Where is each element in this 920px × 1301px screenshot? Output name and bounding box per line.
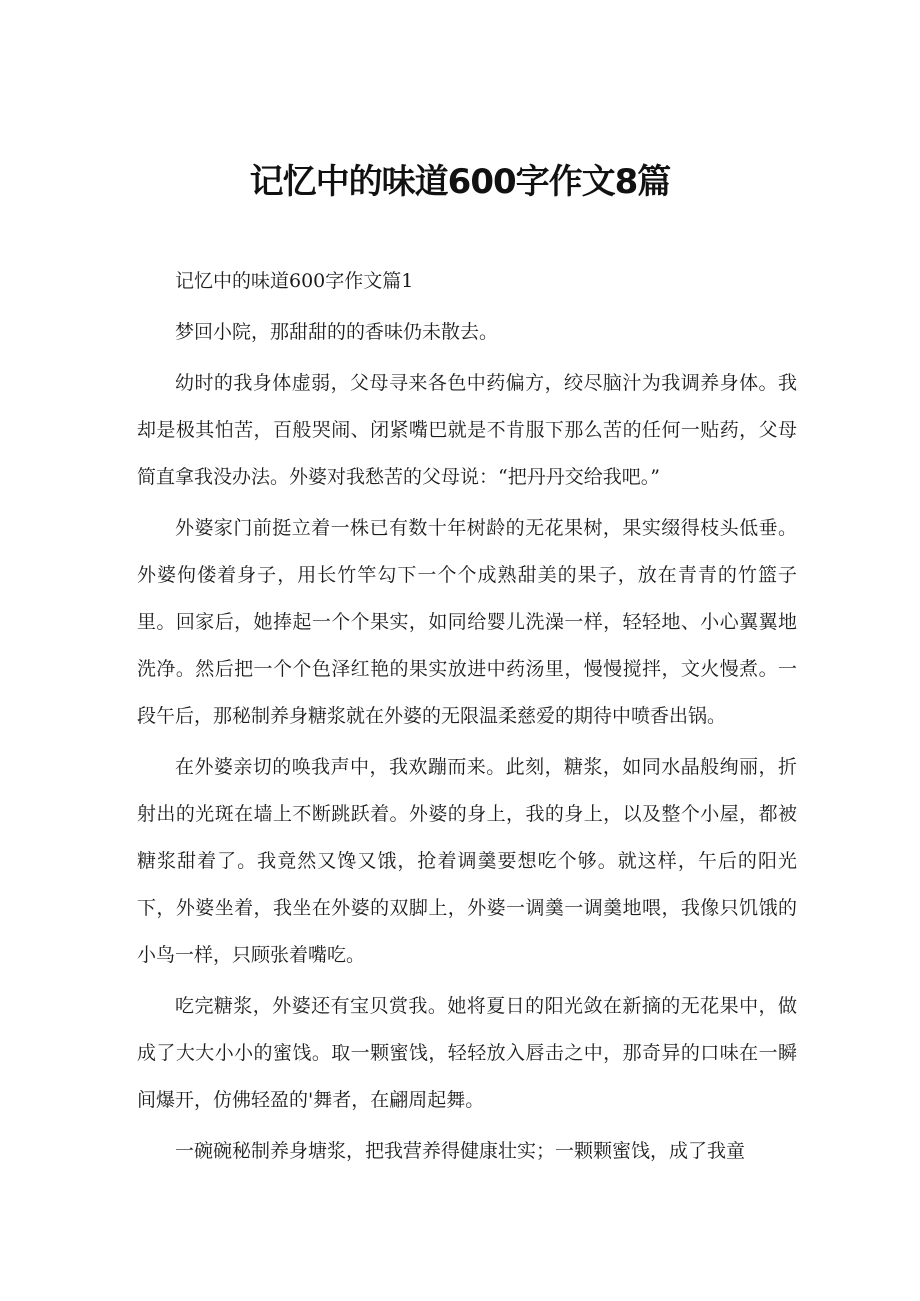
document-title: 记忆中的味道600字作文8篇 xyxy=(249,162,671,202)
paragraph: 梦回小院，那甜甜的的香味仍未散去。 xyxy=(175,321,499,343)
paragraph: 外婆家门前挺立着一株已有数十年树龄的无花果树，果实缀得枝头低垂。外婆佝偻着身子，用长竹竿勾下一个个成熟甜美的果子，放在青青的竹篮子里。回家后，她捧起一个个果实，如同给婴儿洗澡一样，轻轻地、小心翼翼地洗净。然后把一个个色泽红艳的果实放进中药汤里，慢慢搅拌，文火慢煮。一段午后，那秘制养身糖浆就在外婆的无限温柔慈爱的期待中喷香出锅。 xyxy=(137,517,797,727)
paragraph: 吃完糖浆，外婆还有宝贝赏我。她将夏日的阳光敛在新摘的无花果中，做成了大大小小的蜜饯。取一颗蜜饯，轻轻放入唇击之中，那奇异的口味在一瞬间爆开，仿佛轻盈的'舞者，在翩周起舞。 xyxy=(137,995,797,1111)
paragraph-heading: 记忆中的味道600字作文篇1 xyxy=(175,270,414,292)
document-body xyxy=(137,258,797,1179)
paragraph: 在外婆亲切的唤我声中，我欢蹦而来。此刻，糖浆，如同水晶般绚丽，折射出的光斑在墙上不断跳跃着。外婆的身上，我的身上，以及整个小屋，都被糖浆甜着了。我竟然又馋又饿，抢着调羹要想吃个够。就这样，午后的阳光下，外婆坐着，我坐在外婆的双脚上，外婆一调羹一调羹地喂，我像只饥饿的小鸟一样，只顾张着嘴吃。 xyxy=(137,756,797,966)
paragraph: 幼时的我身体虚弱，父母寻来各色中药偏方，绞尽脑汁为我调养身体。我却是极其怕苦，百般哭闹、闭紧嘴巴就是不肯服下那么苦的任何一贴药，父母简直拿我没办法。外婆对我愁苦的父母说：“把丹丹交给我吧。” xyxy=(137,372,797,488)
paragraph: 一碗碗秘制养身塘浆，把我营养得健康壮实；一颗颗蜜饯，成了我童 xyxy=(175,1140,746,1162)
